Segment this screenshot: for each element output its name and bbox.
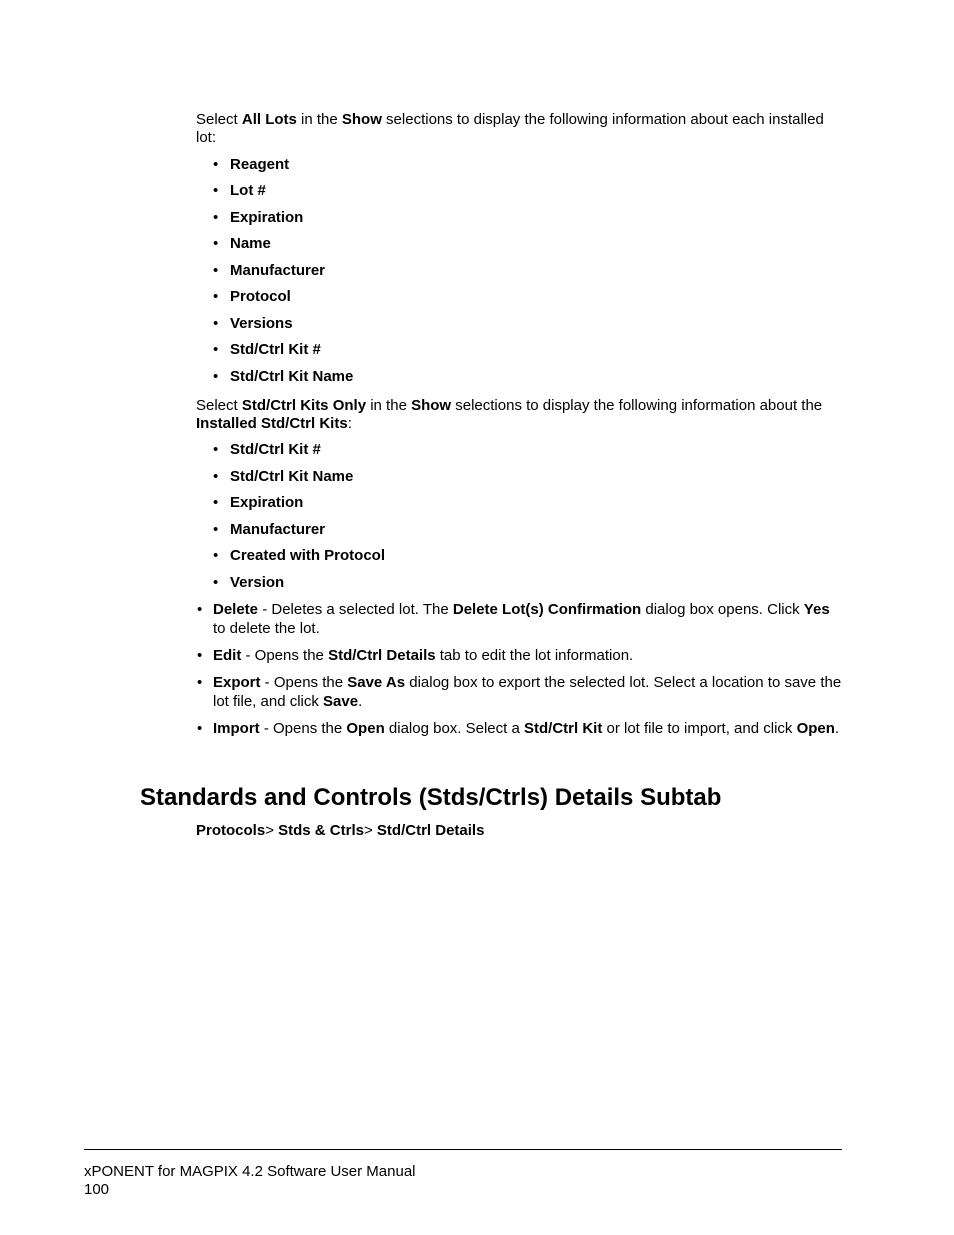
list-item: • Protocol <box>196 288 846 306</box>
list-item: • Expiration <box>196 209 846 227</box>
footer-divider <box>84 1149 842 1150</box>
list-item: • Reagent <box>196 156 846 174</box>
text: . <box>358 692 363 710</box>
show-term: Show <box>411 396 452 414</box>
text: tab to edit the lot information. <box>435 646 634 664</box>
page-footer <box>84 1163 416 1199</box>
all-lots-term: All Lots <box>241 111 297 128</box>
breadcrumb-stds-ctrls: Stds & Ctrls <box>278 822 364 839</box>
list-item: • Lot # <box>196 182 846 200</box>
text: - Deletes a selected lot. The <box>258 600 453 618</box>
text: dialog box. Select a <box>384 719 524 737</box>
text: selections to display the following information about the <box>451 396 823 414</box>
text: dialog box opens. Click <box>641 600 804 618</box>
footer-title: xPONENT for MAGPIX 4.2 Software User Manual <box>84 1163 416 1180</box>
import-term: Import <box>213 719 260 737</box>
list-item: • Std/Ctrl Kit # <box>196 341 846 359</box>
text: Select <box>196 396 242 414</box>
open-term: Open <box>346 719 385 737</box>
edit-action-item <box>196 646 846 665</box>
text: . <box>834 719 840 737</box>
text: in the <box>296 111 342 128</box>
export-action-item <box>196 673 846 711</box>
list-item: • Manufacturer <box>196 521 846 539</box>
open-term: Open <box>796 719 835 737</box>
text: to delete the lot. <box>213 619 320 637</box>
text: dialog box to export the selected lot. Select a location to save the lot file, and click <box>213 673 842 710</box>
list-item: • Std/Ctrl Kit # <box>196 441 846 459</box>
breadcrumb <box>196 822 484 840</box>
kits-only-paragraph <box>196 397 846 433</box>
list-item: • Manufacturer <box>196 262 846 280</box>
text: - Opens the <box>241 646 329 664</box>
list-item: • Name <box>196 235 846 253</box>
text: : <box>347 414 352 432</box>
save-term: Save <box>323 692 359 710</box>
text: or lot file to import, and click <box>602 719 797 737</box>
save-as-term: Save As <box>347 673 406 691</box>
list-item: • Version <box>196 574 846 592</box>
kits-only-term: Std/Ctrl Kits Only <box>241 396 367 414</box>
list-item: • Created with Protocol <box>196 547 846 565</box>
breadcrumb-separator: > <box>265 822 274 839</box>
export-term: Export <box>213 673 261 691</box>
page-number: 100 <box>84 1181 110 1198</box>
edit-term: Edit <box>213 646 242 664</box>
installed-kits-term: Installed Std/Ctrl Kits <box>196 414 348 432</box>
body-content <box>196 111 846 738</box>
details-term: Std/Ctrl Details <box>328 646 436 664</box>
yes-term: Yes <box>803 600 830 618</box>
delete-action-item <box>196 600 846 638</box>
kits-only-list <box>196 441 846 592</box>
section-heading: Standards and Controls (Stds/Ctrls) Details Subtab <box>140 784 722 811</box>
list-item: • Versions <box>196 315 846 333</box>
all-lots-paragraph <box>196 111 846 147</box>
delete-term: Delete <box>213 600 259 618</box>
import-action-item <box>196 719 846 738</box>
actions-list <box>196 600 846 738</box>
text: selections to display the following information about each installed lot: <box>196 111 824 146</box>
text: - Opens the <box>260 673 348 691</box>
text: in the <box>366 396 412 414</box>
text: - Opens the <box>259 719 347 737</box>
breadcrumb-details: Std/Ctrl Details <box>376 822 485 839</box>
breadcrumb-protocols: Protocols <box>196 822 266 839</box>
text: Select <box>196 111 242 128</box>
show-term: Show <box>341 111 382 128</box>
list-item: • Expiration <box>196 494 846 512</box>
confirmation-term: Delete Lot(s) Confirmation <box>452 600 642 618</box>
list-item: • Std/Ctrl Kit Name <box>196 368 846 386</box>
all-lots-list <box>196 156 846 386</box>
breadcrumb-separator: > <box>363 822 373 839</box>
kit-term: Std/Ctrl Kit <box>524 719 603 737</box>
list-item: • Std/Ctrl Kit Name <box>196 468 846 486</box>
